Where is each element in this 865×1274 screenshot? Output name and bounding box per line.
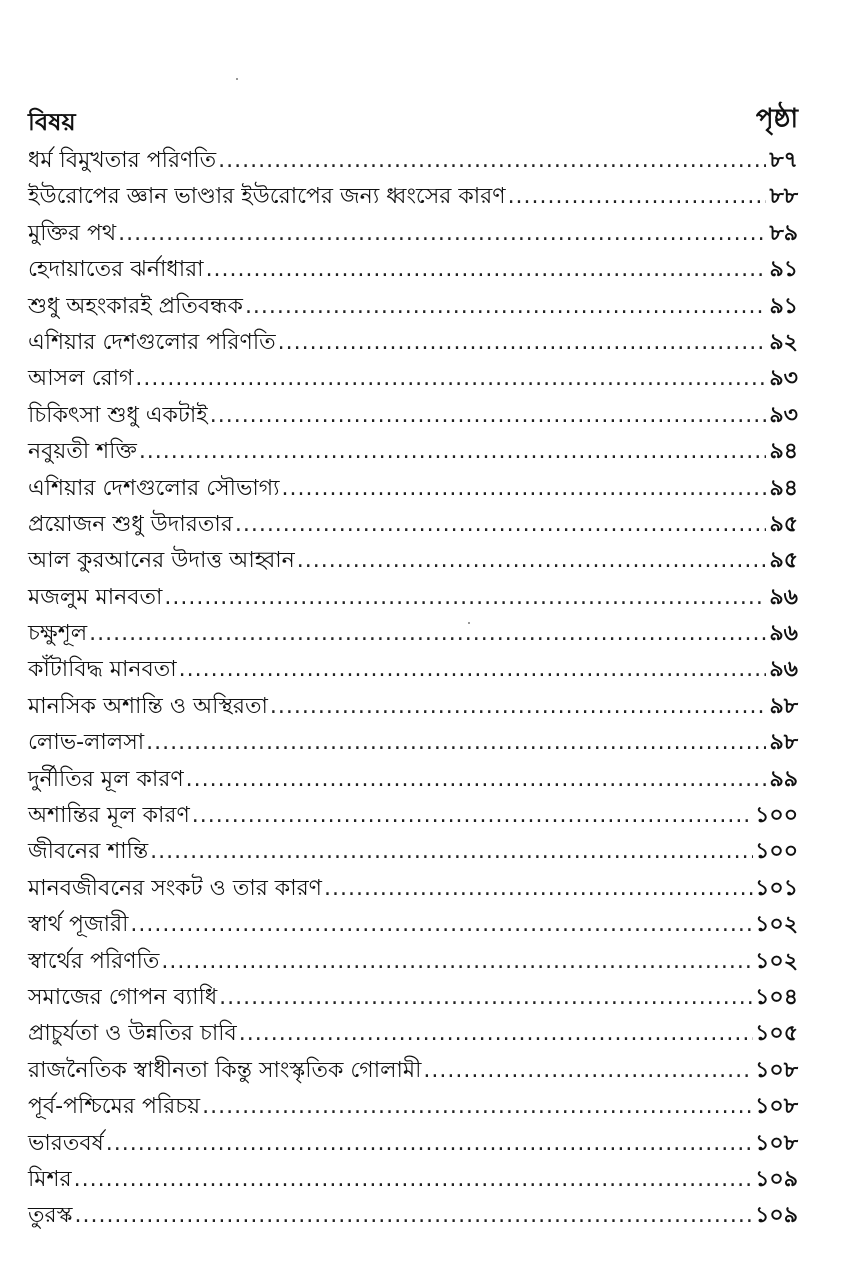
toc-entry-title: স্বার্থ পূজারী xyxy=(28,912,129,938)
toc-entry-title: রাজনৈতিক স্বাধীনতা কিন্তু সাংস্কৃতিক গোলামী xyxy=(28,1057,422,1083)
toc-entry-title: মুক্তির পথ xyxy=(28,220,117,246)
toc-entry-page: ১০৯ xyxy=(755,1203,798,1229)
toc-entry xyxy=(28,1089,798,1125)
table-of-contents xyxy=(28,143,798,1235)
toc-entry xyxy=(28,325,798,361)
toc-entry xyxy=(28,762,798,798)
dot-leader xyxy=(192,798,753,834)
dot-leader xyxy=(139,434,766,470)
toc-entry xyxy=(28,725,798,761)
toc-entry-page: ৮৭ xyxy=(769,148,798,173)
toc-entry-title: লোভ-লালসা xyxy=(28,730,145,756)
dot-leader xyxy=(202,1089,753,1125)
dot-leader xyxy=(278,325,766,361)
toc-entry xyxy=(28,179,798,215)
toc-entry xyxy=(28,543,798,579)
dot-leader xyxy=(297,543,766,579)
toc-entry-title: পূর্ব-পশ্চিমের পরিচয় xyxy=(28,1094,201,1120)
dot-leader xyxy=(245,289,766,325)
toc-entry-title: অশান্তির মূল কারণ xyxy=(28,803,190,829)
toc-entry xyxy=(28,652,798,688)
toc-entry xyxy=(28,471,798,507)
toc-entry-title: মানবজীবনের সংকট ও তার কারণ xyxy=(28,875,322,901)
toc-entry-page: ৯৪ xyxy=(769,475,798,501)
dot-leader xyxy=(130,907,753,943)
dot-leader xyxy=(161,944,753,980)
toc-entry-title: জীবনের শান্তি xyxy=(28,839,149,865)
toc-entry xyxy=(28,580,798,616)
toc-entry-title: নবুয়তী শক্তি xyxy=(28,439,137,465)
dot-leader xyxy=(324,871,753,907)
toc-entry-page: ১০৮ xyxy=(755,1057,798,1083)
dot-leader xyxy=(206,252,766,288)
toc-entry-title: প্রাচুর্যতা ও উন্নতির চাবি xyxy=(28,1021,237,1047)
toc-entry xyxy=(28,289,798,325)
toc-entry-page: ১০০ xyxy=(755,839,798,865)
dot-leader xyxy=(219,980,753,1016)
dot-leader xyxy=(150,834,753,870)
dot-leader xyxy=(218,143,766,179)
toc-entry xyxy=(28,361,798,397)
dot-leader xyxy=(423,1053,753,1089)
toc-entry xyxy=(28,616,798,652)
toc-entry xyxy=(28,1162,798,1198)
toc-entry-title: কাঁটাবিদ্ধ মানবতা xyxy=(28,657,177,683)
toc-entry-page: ১০১ xyxy=(755,875,798,901)
dot-leader xyxy=(89,616,766,652)
toc-entry-title: এশিয়ার দেশগুলোর পরিণতি xyxy=(28,329,276,355)
page-heading: পৃষ্ঠা xyxy=(755,104,798,134)
toc-entry-title: আসল রোগ xyxy=(28,366,134,392)
toc-entry-title: প্রয়োজন শুধু উদারতার xyxy=(28,511,233,537)
toc-entry xyxy=(28,252,798,288)
toc-entry-page: ৯১ xyxy=(769,293,798,319)
toc-entry xyxy=(28,944,798,980)
toc-entry-title: চক্ষুশূল xyxy=(28,621,88,647)
toc-entry-page: ১০৯ xyxy=(755,1166,798,1192)
toc-entry-title: ধর্ম বিমুখতার পরিণতি xyxy=(28,148,217,173)
toc-entry xyxy=(28,689,798,725)
toc-entry xyxy=(28,398,798,434)
dot-leader xyxy=(118,216,766,252)
toc-entry-page: ৯৯ xyxy=(769,766,798,792)
toc-entry-title: ইউরোপের জ্ঞান ভাণ্ডার ইউরোপের জন্য ধ্বংসের কারণ xyxy=(28,184,506,210)
toc-entry xyxy=(28,434,798,470)
toc-entry xyxy=(28,1016,798,1052)
toc-entry xyxy=(28,907,798,943)
toc-entry-page: ১০৫ xyxy=(755,1021,798,1047)
toc-entry xyxy=(28,980,798,1016)
toc-entry-page: ৯৬ xyxy=(769,584,798,610)
toc-entry-page: ১০০ xyxy=(755,803,798,829)
toc-entry-page: ৯৫ xyxy=(769,511,798,537)
dot-leader xyxy=(74,1162,754,1198)
toc-entry xyxy=(28,798,798,834)
toc-entry-title: শুধু অহংকারই প্রতিবন্ধক xyxy=(28,293,243,319)
toc-entry-page: ১০২ xyxy=(755,948,798,974)
toc-entry-page: ৮৯ xyxy=(769,220,798,246)
paper-speck xyxy=(236,78,238,80)
toc-entry-page: ৯২ xyxy=(769,329,798,355)
toc-entry xyxy=(28,216,798,252)
toc-entry-page: ৯৩ xyxy=(769,402,798,428)
toc-entry-title: মজলুম মানবতা xyxy=(28,584,163,610)
toc-entry-title: সমাজের গোপন ব্যাধি xyxy=(28,984,218,1010)
toc-entry-page: ১০৮ xyxy=(755,1130,798,1156)
dot-leader xyxy=(106,1126,753,1162)
toc-entry-page: ৯৮ xyxy=(769,693,798,719)
toc-entry-page: ৯৩ xyxy=(769,366,798,392)
toc-entry-page: ৯৬ xyxy=(769,621,798,647)
toc-entry-page: ৯৬ xyxy=(769,657,798,683)
toc-entry-page: ৮৮ xyxy=(769,184,798,210)
toc-entry xyxy=(28,871,798,907)
dot-leader xyxy=(239,1016,753,1052)
toc-entry-title: এশিয়ার দেশগুলোর সৌভাগ্য xyxy=(28,475,280,501)
toc-header xyxy=(28,98,798,142)
subject-heading: বিষয় xyxy=(28,108,76,136)
toc-entry-page: ৯৮ xyxy=(769,730,798,756)
dot-leader xyxy=(164,580,766,616)
toc-entry-page: ৯১ xyxy=(769,257,798,283)
dot-leader xyxy=(508,179,766,215)
dot-leader xyxy=(186,762,766,798)
toc-entry-page: ৯৫ xyxy=(769,548,798,574)
dot-leader xyxy=(74,1198,753,1234)
toc-entry xyxy=(28,1198,798,1234)
toc-entry-title: হেদায়াতের ঝর্নাধারা xyxy=(28,257,204,283)
dot-leader xyxy=(135,361,766,397)
toc-entry-title: মিশর xyxy=(28,1166,72,1192)
toc-entry-page: ১০২ xyxy=(755,912,798,938)
dot-leader xyxy=(179,652,766,688)
toc-entry xyxy=(28,1053,798,1089)
toc-entry-title: ভারতবর্ষ xyxy=(28,1130,104,1156)
toc-entry-page: ১০৪ xyxy=(755,984,798,1010)
toc-entry xyxy=(28,1126,798,1162)
toc-entry xyxy=(28,143,798,179)
dot-leader xyxy=(282,471,766,507)
dot-leader xyxy=(270,689,766,725)
toc-entry-title: স্বার্থের পরিণতি xyxy=(28,948,160,974)
toc-entry xyxy=(28,834,798,870)
toc-entry-page: ১০৮ xyxy=(755,1094,798,1120)
toc-entry-title: চিকিৎসা শুধু একটাই xyxy=(28,402,208,428)
toc-entry xyxy=(28,507,798,543)
dot-leader xyxy=(210,398,766,434)
toc-entry-title: মানসিক অশান্তি ও অস্থিরতা xyxy=(28,693,268,719)
dot-leader xyxy=(146,725,766,761)
toc-entry-page: ৯৪ xyxy=(769,439,798,465)
dot-leader xyxy=(235,507,766,543)
toc-entry-title: আল কুরআনের উদাত্ত আহ্বান xyxy=(28,548,295,574)
toc-entry-title: দুর্নীতির মূল কারণ xyxy=(28,766,184,792)
toc-entry-title: তুরস্ক xyxy=(28,1203,73,1229)
